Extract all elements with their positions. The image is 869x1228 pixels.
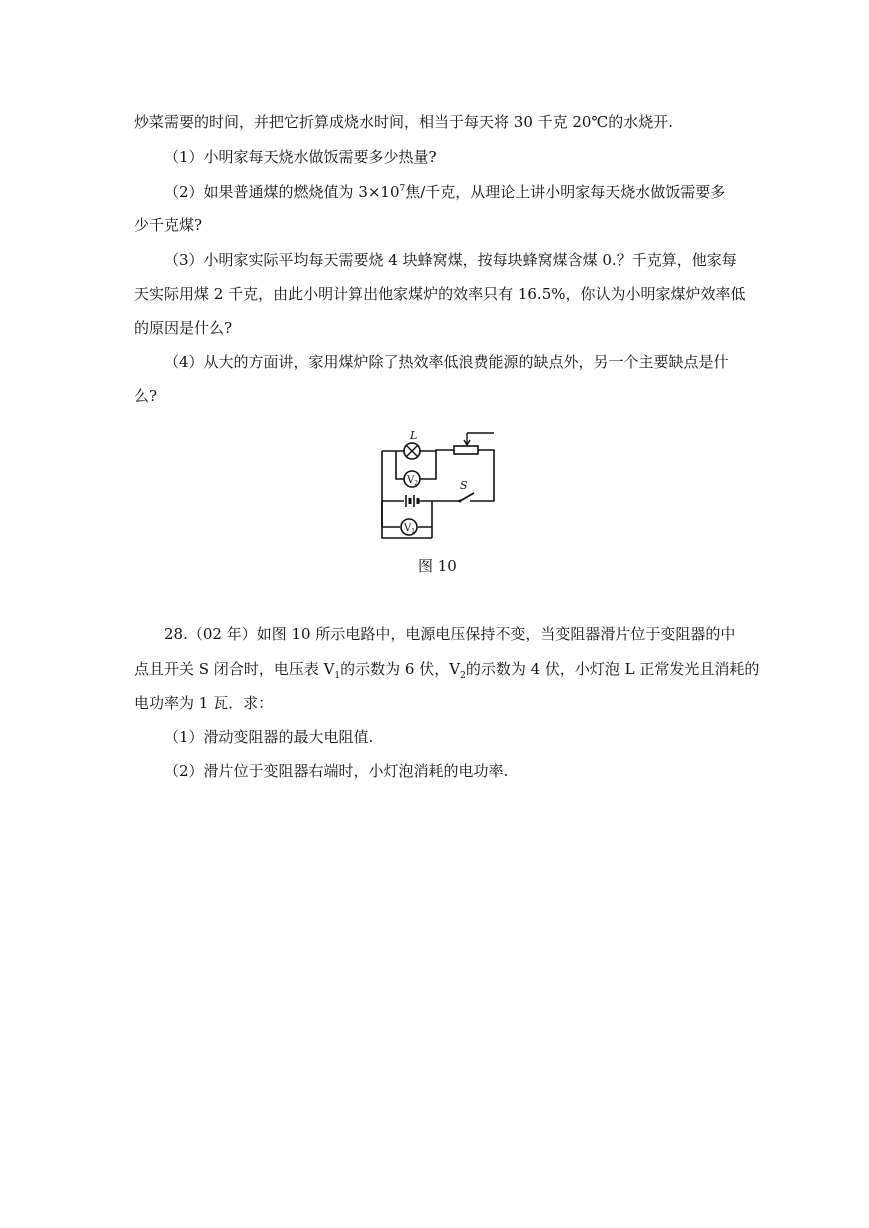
wire-top-right — [420, 450, 454, 451]
switch-symbol — [460, 493, 474, 501]
p28-text-b: 的示数为 6 伏，V — [340, 660, 461, 678]
p28-sub-1: 1 — [334, 671, 341, 681]
battery-symbol — [406, 495, 418, 507]
problem-27-intro-tail: 炒菜需要的时间，并把它折算成烧水时间，相当于每天将 30 千克 20℃的水烧开. — [134, 113, 674, 131]
circuit-diagram — [374, 425, 496, 540]
p28-sub-2: 2 — [460, 671, 466, 681]
rheostat-slider — [464, 433, 470, 445]
problem-27-question-4-cont: 么? — [134, 387, 158, 405]
problem-27-question-3-cont1: 天实际用煤 2 千克，由此小明计算出他家煤炉的效率只有 16.5%，你认为小明家煤炉效率低 — [134, 285, 746, 303]
p28-text-c: 的示数为 4 伏，小灯泡 L 正常发光且消耗的 — [465, 660, 760, 678]
q2-exponent: 7 — [399, 184, 406, 194]
problem-27-question-1: （1）小明家每天烧水做饭需要多少热量? — [164, 148, 437, 166]
voltmeter-v2-label: $V_2$ — [407, 475, 419, 487]
lamp-label: L — [410, 429, 418, 442]
q2-text-a: （2）如果普通煤的燃烧值为 3×10 — [164, 183, 400, 201]
problem-28-question-2: （2）滑片位于变阻器右端时，小灯泡消耗的电功率. — [164, 762, 509, 780]
problem-27-question-3: （3）小明家实际平均每天需要烧 4 块蜂窝煤，按每块蜂窝煤含煤 0.？千克算，他家每 — [164, 251, 737, 269]
problem-27-question-2 — [164, 182, 725, 202]
rheostat-symbol — [454, 446, 478, 454]
problem-28-stem-cont1 — [134, 659, 759, 679]
problem-27-question-4: （4）从大的方面讲，家用煤炉除了热效率低浪费能源的缺点外，另一个主要缺点是什 — [164, 353, 729, 371]
switch-label: S — [460, 479, 468, 492]
q2-text-b: 焦/千克，从理论上讲小明家每天烧水做饭需要多 — [405, 183, 726, 201]
figure-caption: 图 10 — [418, 557, 457, 575]
problem-28-stem: 28.（02 年）如图 10 所示电路中，电源电压保持不变，当变阻器滑片位于变阻器的中 — [164, 625, 736, 643]
problem-28-stem-cont2: 电功率为 1 瓦．求： — [134, 694, 274, 712]
voltmeter-v1-label: $V_1$ — [404, 523, 416, 535]
p28-text-a: 点且开关 S 闭合时，电压表 V — [134, 660, 335, 678]
problem-27-question-3-cont2: 的原因是什么? — [134, 319, 233, 337]
problem-28-question-1: （1）滑动变阻器的最大电阻值. — [164, 728, 374, 746]
problem-27-question-2-cont: 少千克煤? — [134, 216, 203, 234]
